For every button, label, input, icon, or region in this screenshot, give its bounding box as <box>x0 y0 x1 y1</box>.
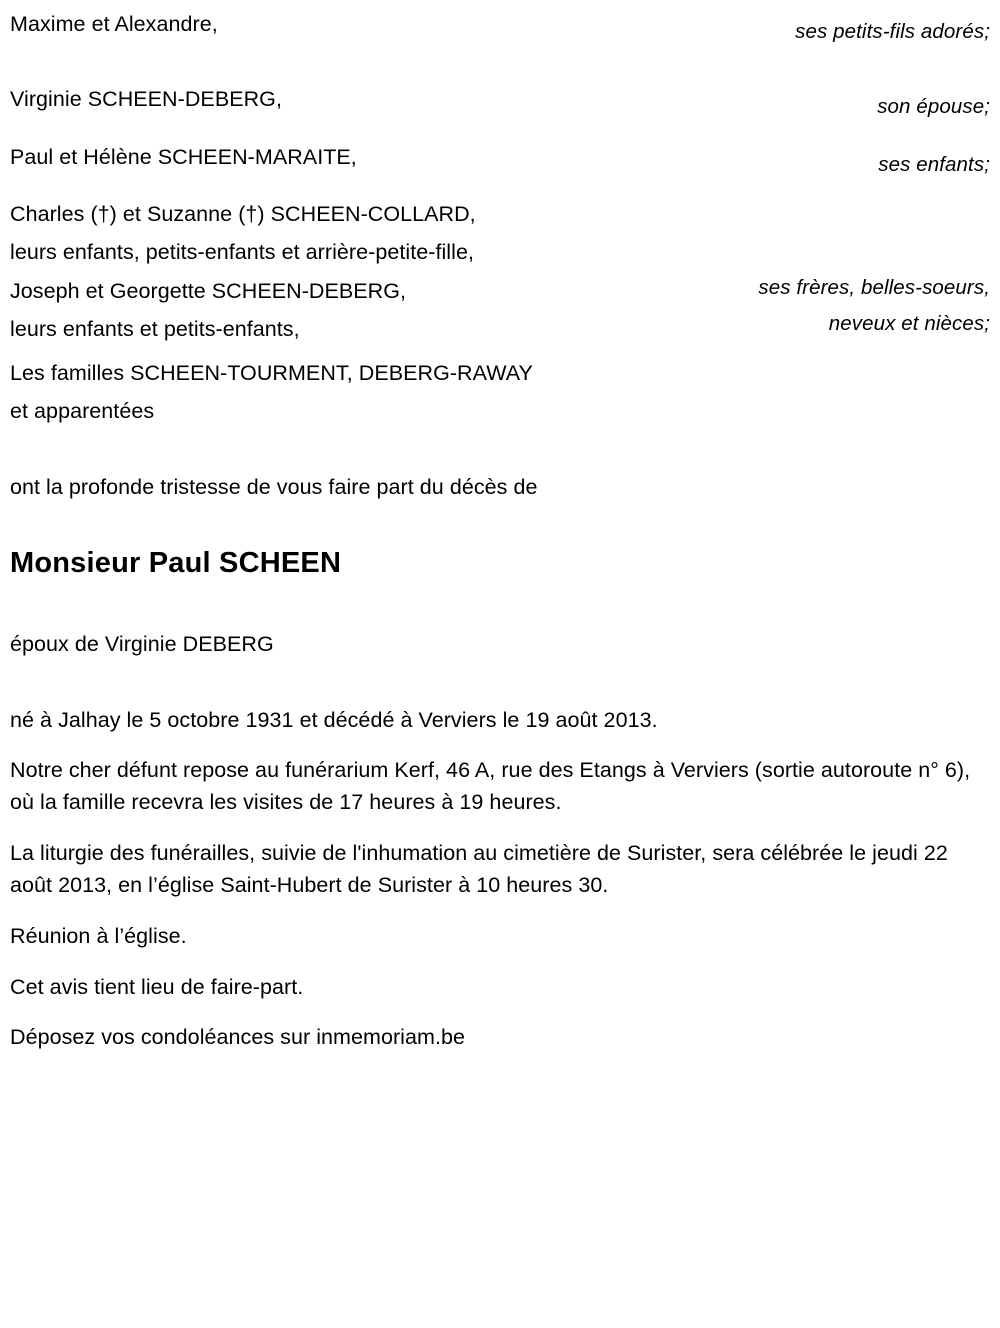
survivors-section <box>0 0 1000 423</box>
deceased-name: Monsieur Paul SCHEEN <box>10 546 342 579</box>
spouse-line: époux de Virginie DEBERG <box>10 631 274 656</box>
notice-body <box>0 475 1000 1054</box>
survivor-group <box>10 144 990 182</box>
announcement-text: ont la profonde tristesse de vous faire part du décès de <box>10 474 538 499</box>
funeral-home-info: Notre cher défunt repose au funérarium Kerf, 46 A, rue des Etangs à Verviers (sortie autoroute n° 6), où la famille recevra les visites de 17 heures à 19 heures. <box>10 758 971 815</box>
survivor-names <box>10 201 476 342</box>
survivor-group <box>10 14 990 49</box>
spacer <box>10 657 990 705</box>
survivor-name-line: Paul et Hélène SCHEEN-MARAITE, <box>10 144 357 169</box>
related-families <box>10 360 730 424</box>
survivor-names <box>10 14 218 36</box>
service-info: La liturgie des funérailles, suivie de l'inhumation au cimetière de Surister, sera célébrée le jeudi 22 août 2013, en l’église Saint-Hubert de Surister à 10 heures 30. <box>10 841 948 897</box>
survivor-name-line: Virginie SCHEEN-DEBERG, <box>10 87 282 112</box>
survivor-relation: ses frères, belles-soeurs, neveux et nièces; <box>758 276 990 335</box>
survivor-name-line: Charles (†) et Suzanne (†) SCHEEN-COLLARD, <box>10 201 476 226</box>
gathering-info: Réunion à l’église. <box>10 923 187 948</box>
condolences-line: Déposez vos condoléances sur inmemoriam.be <box>10 1025 466 1050</box>
survivor-relation: ses petits-fils adorés; <box>795 20 990 43</box>
survivor-name-line: Joseph et Georgette SCHEEN-DEBERG, <box>10 278 407 303</box>
survivor-name-line: leurs enfants et petits-enfants, <box>10 317 300 342</box>
spacer <box>10 341 990 363</box>
spacer <box>10 500 990 548</box>
birth-death-line: né à Jalhay le 5 octobre 1931 et décédé à Verviers le 19 août 2013. <box>10 707 658 732</box>
spacer <box>10 580 990 632</box>
survivor-group <box>10 201 990 342</box>
survivor-relation: ses enfants; <box>878 152 990 176</box>
survivor-names <box>10 89 282 111</box>
family-line: Les familles SCHEEN-TOURMENT, DEBERG-RAWAY <box>10 360 533 385</box>
survivor-name-line: leurs enfants, petits-enfants et arrière-petite-fille, <box>10 240 474 265</box>
spacer <box>10 125 990 147</box>
family-line: et apparentées <box>10 399 155 424</box>
spacer <box>10 182 990 204</box>
survivor-name-line: Maxime et Alexandre, <box>10 12 218 36</box>
spacer <box>10 49 990 89</box>
faire-part-note: Cet avis tient lieu de faire-part. <box>10 974 304 999</box>
survivor-group <box>10 89 990 124</box>
survivor-relation: son épouse; <box>877 95 990 119</box>
survivor-names <box>10 144 357 169</box>
